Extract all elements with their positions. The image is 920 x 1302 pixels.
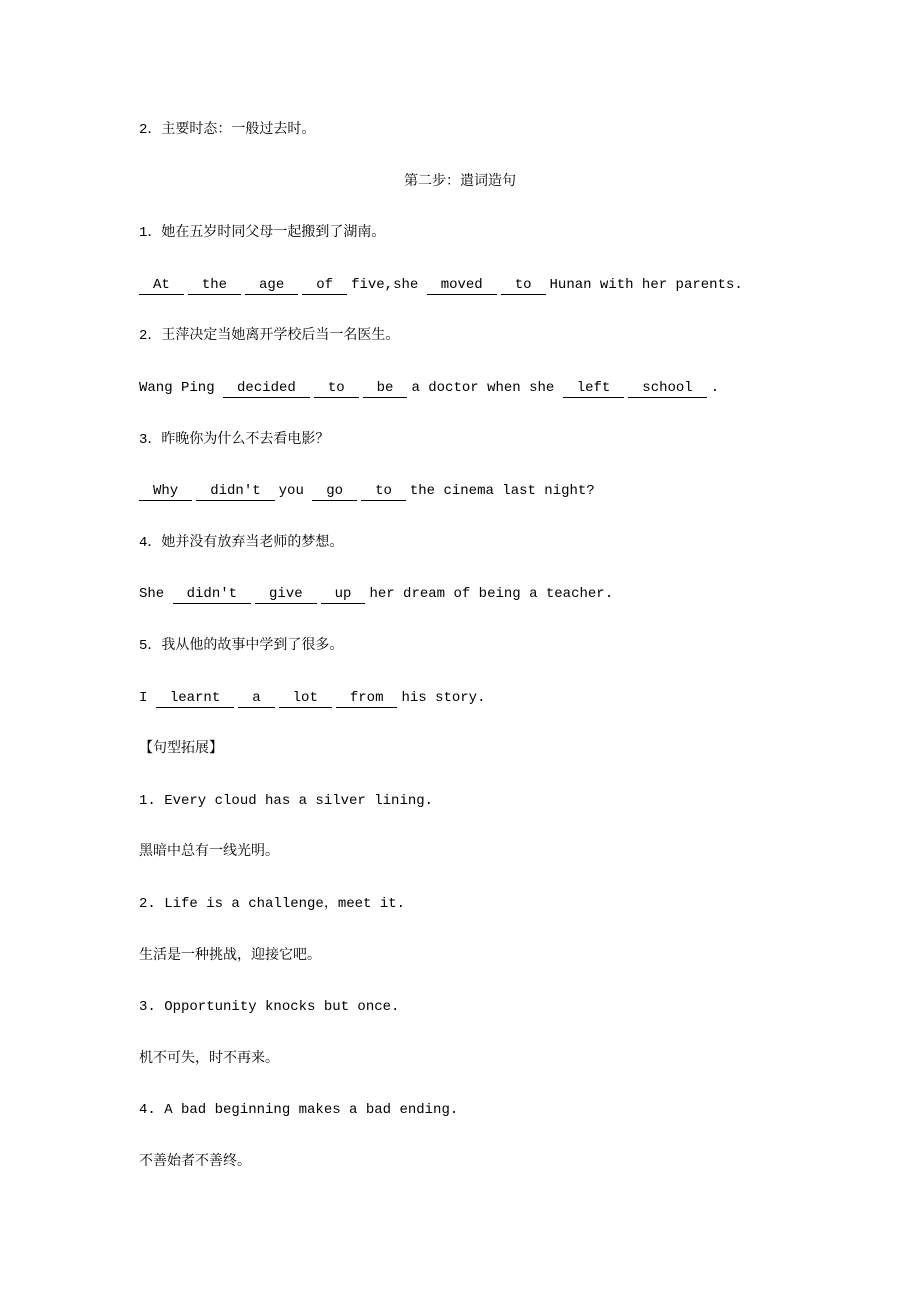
text-line xyxy=(139,842,279,862)
fill-blank-answer: up xyxy=(321,586,366,604)
fill-blank-answer: from xyxy=(336,690,398,708)
text-segment: you xyxy=(278,483,313,500)
text-line xyxy=(139,584,613,604)
text-segment: her dream of being a teacher. xyxy=(369,586,614,603)
text-segment: 1．她在五岁时同父母一起搬到了湖南。 xyxy=(139,225,386,242)
text-segment: 【句型拓展】 xyxy=(139,741,223,758)
text-segment: 2．王萍决定当她离开学校后当一名医生。 xyxy=(139,328,400,345)
fill-blank-answer: lot xyxy=(279,690,332,708)
text-segment: Hunan with her parents. xyxy=(549,276,743,293)
text-segment: . xyxy=(710,380,720,396)
text-segment: 黑暗中总有一线光明。 xyxy=(139,844,279,861)
text-segment: She xyxy=(139,586,173,603)
text-line xyxy=(139,1049,279,1069)
text-line xyxy=(139,275,743,295)
fill-blank-answer: to xyxy=(314,380,359,398)
fill-blank-answer: be xyxy=(363,380,408,398)
text-line xyxy=(139,326,399,346)
text-segment: 4．她并没有放弃当老师的梦想。 xyxy=(139,534,344,551)
text-segment: 2．主要时态：一般过去时。 xyxy=(139,122,316,138)
text-segment: I xyxy=(139,689,156,706)
fill-blank-answer: to xyxy=(361,483,406,501)
fill-blank-answer: left xyxy=(563,380,625,398)
text-line xyxy=(139,688,485,708)
fill-blank-answer: decided xyxy=(223,380,310,398)
fill-blank-answer: the xyxy=(188,277,241,295)
text-line xyxy=(139,946,321,966)
text-line xyxy=(139,739,223,759)
fill-blank-answer: age xyxy=(245,277,298,295)
fill-blank-answer: give xyxy=(255,586,317,604)
text-segment: 第二步：遣词造句 xyxy=(404,173,516,190)
text-line xyxy=(139,430,329,450)
fill-blank-answer: didn't xyxy=(196,483,274,501)
text-segment: 生活是一种挑战，迎接它吧。 xyxy=(139,947,321,964)
text-line xyxy=(139,223,385,243)
text-segment: 3. Opportunity knocks but once. xyxy=(139,999,400,1016)
text-line xyxy=(139,1100,458,1120)
text-segment: 1. Every cloud has a silver lining. xyxy=(139,792,434,809)
text-segment: the cinema last night? xyxy=(409,483,595,500)
text-segment: 3．昨晚你为什么不去看电影？ xyxy=(139,431,330,448)
fill-blank-answer: go xyxy=(312,483,357,501)
fill-blank-answer: a xyxy=(238,690,274,708)
text-segment: his story. xyxy=(401,689,486,706)
fill-blank-answer: Why xyxy=(139,483,192,501)
text-line xyxy=(139,481,595,501)
text-segment: five,she xyxy=(351,276,427,293)
fill-blank-answer: school xyxy=(628,380,706,398)
fill-blank-answer: At xyxy=(139,277,184,295)
fill-blank-answer: to xyxy=(501,277,546,295)
text-segment: a doctor when she xyxy=(411,380,563,396)
text-line xyxy=(139,894,405,914)
text-segment: 2. Life is a challenge，meet it. xyxy=(139,896,406,912)
text-segment: Wang Ping xyxy=(139,380,224,396)
section-heading xyxy=(0,172,920,192)
text-line xyxy=(139,533,343,553)
fill-blank-answer: didn't xyxy=(173,586,251,604)
text-line xyxy=(139,997,399,1017)
text-line xyxy=(139,120,315,140)
fill-blank-answer: moved xyxy=(427,277,497,295)
fill-blank-answer: of xyxy=(302,277,347,295)
text-line xyxy=(139,791,433,811)
fill-blank-answer: learnt xyxy=(156,690,234,708)
text-line xyxy=(139,1152,251,1172)
text-segment: 机不可失，时不再来。 xyxy=(139,1050,279,1067)
text-segment: 不善始者不善终。 xyxy=(139,1154,251,1170)
text-segment: 5．我从他的故事中学到了很多。 xyxy=(139,638,344,654)
text-line xyxy=(139,636,343,656)
text-segment: 4. A bad beginning makes a bad ending. xyxy=(139,1102,459,1119)
text-line xyxy=(139,378,719,398)
